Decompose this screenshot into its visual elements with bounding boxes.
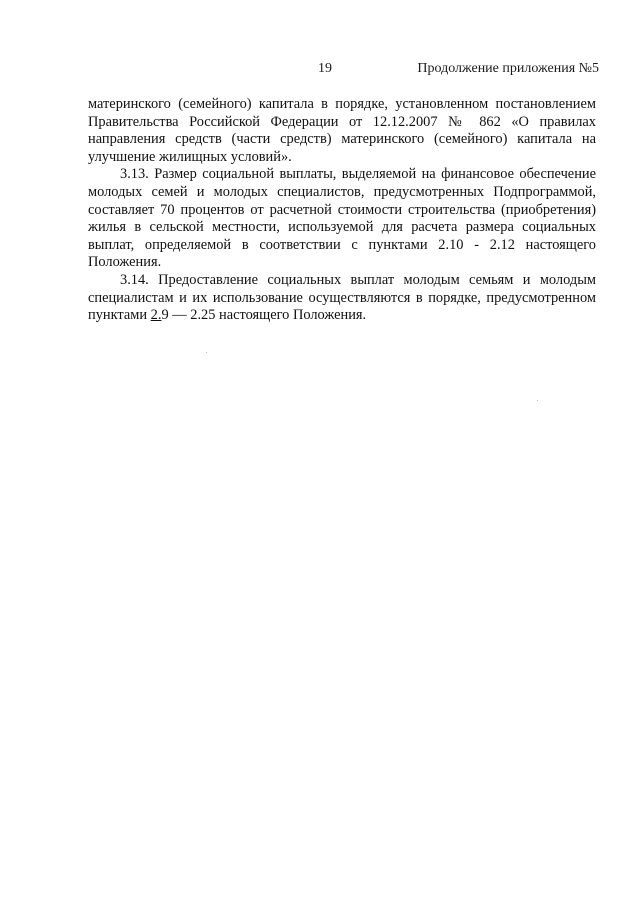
- page-number: 19: [318, 61, 332, 76]
- scan-speck: [206, 352, 207, 353]
- underlined-reference: 2.: [150, 307, 162, 324]
- paragraph-3-14: [88, 272, 596, 325]
- paragraph-3-14-text: 3.14. Предоставление социальных выплат молодым семьям и молодым специалистам и их использование осуществляются в порядке, предусмотренном пунктами: [88, 271, 596, 324]
- paragraph-3-13: 3.13. Размер социальной выплаты, выделяемой на финансовое обеспечение молодых семей и молодых специалистов, предусмотренных Подпрограммой, составляет 70 процентов от расчетной стоимости строительства (приобретения) жилья в сельской местности, используемой для расчета размера социальных выплат, определяемой в соответствии с пунктами 2.10 - 2.12 настоящего Положения.: [88, 166, 596, 271]
- paragraph-continuation: материнского (семейного) капитала в порядке, установленном постановлением Правительства Российской Федерации от 12.12.2007 № 862 «О правилах направления средств (части средств) материнского (семейного) капитала на улучшение жилищных условий».: [88, 96, 596, 165]
- scan-speck: [537, 400, 538, 401]
- document-body: [88, 96, 596, 325]
- paragraph-3-14-end: 9 — 2.25 настоящего Положения.: [161, 307, 367, 324]
- appendix-continuation-note: Продолжение приложения №5: [417, 61, 599, 76]
